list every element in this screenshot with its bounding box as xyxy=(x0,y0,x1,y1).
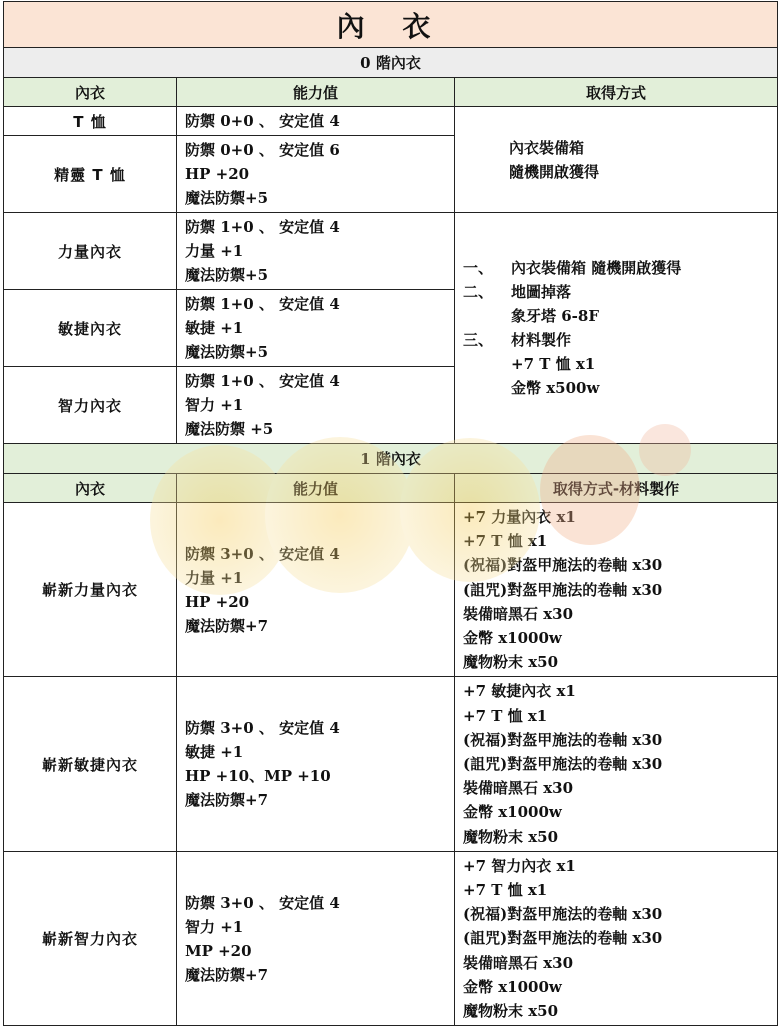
stat-line: 魔法防禦+5 xyxy=(185,189,269,207)
source-step: 一、 內衣裝備箱 隨機開啟獲得 xyxy=(463,259,682,277)
stat-line: HP +20 xyxy=(185,165,250,183)
stat-line: MP +20 xyxy=(185,941,252,960)
stat-line: 防禦 1+0 、 安定值 4 xyxy=(185,372,340,390)
material-line: (祝福)對盔甲施法的卷軸 x30 xyxy=(463,556,663,575)
tier0-header-source: 取得方式 xyxy=(455,78,778,107)
item-name: 敏捷內衣 xyxy=(4,290,177,367)
stat-line: 防禦 3+0 、 安定值 4 xyxy=(185,893,340,912)
stat-line: 防禦 3+0 、 安定值 4 xyxy=(185,719,340,738)
stat-line: 力量 +1 xyxy=(185,242,244,260)
item-name: 嶄新力量內衣 xyxy=(4,503,177,677)
item-stats xyxy=(177,503,455,677)
stat-line: 魔法防禦+7 xyxy=(185,965,269,984)
material-line: (祝福)對盔甲施法的卷軸 x30 xyxy=(463,905,663,924)
stat-line: 防禦 1+0 、 安定值 4 xyxy=(185,218,340,236)
material-line: 魔物粉末 x50 xyxy=(463,1002,559,1021)
material-line: 魔物粉末 x50 xyxy=(463,827,559,846)
stat-line: 敏捷 +1 xyxy=(185,743,244,762)
source-step: +7 T 恤 x1 xyxy=(511,355,596,373)
source-step: 象牙塔 6-8F xyxy=(511,307,599,325)
source-line: 隨機開啟獲得 xyxy=(509,162,600,181)
stat-line: HP +10、MP +10 xyxy=(185,767,331,786)
armor-info-sheet xyxy=(3,1,777,1026)
material-line: +7 T 恤 x1 xyxy=(463,706,548,725)
material-line: 金幣 x1000w xyxy=(463,629,562,648)
stat-line: 魔法防禦 +5 xyxy=(185,420,274,438)
material-list xyxy=(455,851,778,1025)
source-step: 二、 地圖掉落 xyxy=(463,283,572,301)
tier0-label: 0 階內衣 xyxy=(4,48,778,78)
material-line: 裝備暗黑石 x30 xyxy=(463,779,574,798)
underwear-table xyxy=(3,1,778,1026)
material-line: 裝備暗黑石 x30 xyxy=(463,604,574,623)
tier1-label: 1 階內衣 xyxy=(4,444,778,474)
tier1-header-source: 取得方式-材料製作 xyxy=(455,474,778,503)
material-line: +7 智力內衣 x1 xyxy=(463,856,576,875)
material-line: +7 敏捷內衣 x1 xyxy=(463,682,576,701)
material-line: (詛咒)對盔甲施法的卷軸 x30 xyxy=(463,580,663,599)
item-stats xyxy=(177,290,455,367)
tier1-header-stats: 能力值 xyxy=(177,474,455,503)
stat-line: 魔法防禦+7 xyxy=(185,791,269,810)
material-line: (詛咒)對盔甲施法的卷軸 x30 xyxy=(463,929,663,948)
material-line: 裝備暗黑石 x30 xyxy=(463,953,574,972)
stat-line: 防禦 1+0 、 安定值 4 xyxy=(185,295,340,313)
item-name: 力量內衣 xyxy=(4,213,177,290)
stat-line: HP +20 xyxy=(185,592,250,611)
item-name: T 恤 xyxy=(4,107,177,136)
tier0-header-name: 內衣 xyxy=(4,78,177,107)
item-stats xyxy=(177,136,455,213)
source-line: 內衣裝備箱 xyxy=(509,138,585,157)
material-list xyxy=(455,677,778,851)
item-stats xyxy=(177,367,455,444)
stat-line: 魔法防禦+5 xyxy=(185,266,269,284)
source-box-a xyxy=(455,107,778,213)
item-stats xyxy=(177,107,455,136)
stat-line: 防禦 0+0 、 安定值 4 xyxy=(185,112,340,130)
item-stats xyxy=(177,213,455,290)
material-line: (詛咒)對盔甲施法的卷軸 x30 xyxy=(463,755,663,774)
item-stats xyxy=(177,677,455,851)
material-line: +7 力量內衣 x1 xyxy=(463,508,576,526)
stat-line: 敏捷 +1 xyxy=(185,319,244,337)
stat-line: 防禦 0+0 、 安定值 6 xyxy=(185,141,340,159)
stat-line: 防禦 3+0 、 安定值 4 xyxy=(185,544,340,563)
source-box-b xyxy=(455,213,778,444)
source-step: 金幣 x500w xyxy=(511,379,600,397)
material-line: 魔物粉末 x50 xyxy=(463,653,559,672)
material-line: 金幣 x1000w xyxy=(463,803,562,822)
stat-line: 智力 +1 xyxy=(185,917,244,936)
material-line: (祝福)對盔甲施法的卷軸 x30 xyxy=(463,730,663,749)
source-step: 三、 材料製作 xyxy=(463,331,572,349)
tier1-header-name: 內衣 xyxy=(4,474,177,503)
stat-line: 魔法防禦+5 xyxy=(185,343,269,361)
item-name: 精靈 T 恤 xyxy=(4,136,177,213)
item-name: 嶄新智力內衣 xyxy=(4,851,177,1025)
material-line: +7 T 恤 x1 xyxy=(463,881,548,900)
stat-line: 智力 +1 xyxy=(185,396,244,414)
page-title: 內 衣 xyxy=(4,2,778,48)
item-stats xyxy=(177,851,455,1025)
stat-line: 力量 +1 xyxy=(185,568,244,587)
stat-line: 魔法防禦+7 xyxy=(185,616,269,635)
material-line: 金幣 x1000w xyxy=(463,977,562,996)
item-name: 嶄新敏捷內衣 xyxy=(4,677,177,851)
item-name: 智力內衣 xyxy=(4,367,177,444)
tier0-header-stats: 能力值 xyxy=(177,78,455,107)
material-line: +7 T 恤 x1 xyxy=(463,532,548,551)
material-list xyxy=(455,503,778,677)
